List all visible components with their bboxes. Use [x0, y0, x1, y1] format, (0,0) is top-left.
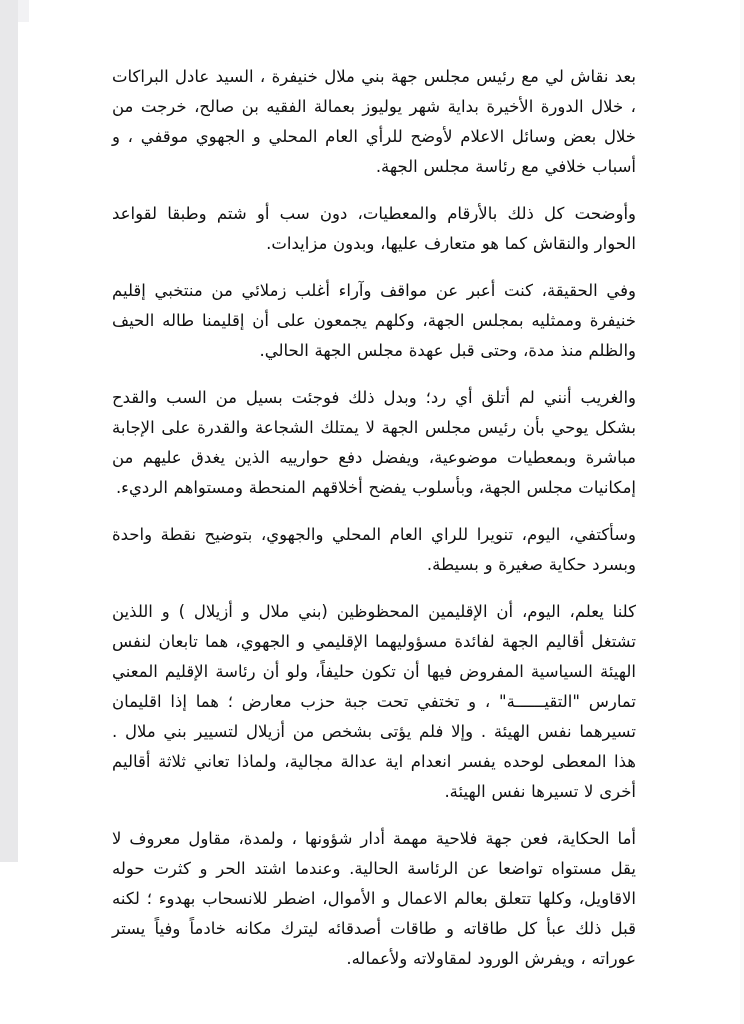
paragraph-3: وفي الحقيقة، كنت أعبر عن مواقف وآراء أغلب زملائي من منتخبي إقليم خنيفرة وممثليه بمجلس الجهة، وكلهم يجمعون على أن إقليمنا طاله الحيف والظلم منذ مدة، وحتى قبل عهدة مجلس الجهة الحالي. — [112, 281, 636, 361]
scan-left-edge — [0, 0, 18, 862]
document-body — [112, 62, 636, 974]
paragraph-7: أما الحكاية، فعن جهة فلاحية مهمة أدار شؤونها ، ولمدة، مقاول معروف لا يقل مستواه تواضعا عن الرئاسة الحالية. وعندما اشتد الحر و كثرت حوله الاقاويل، وكلها تتعلق بعالم الاعمال و الأموال، اضطر للانسحاب بهدوء ؛ لكنه قبل ذلك عبأ كل طاقاته و طاقات أصدقائه ليترك مكانه خادماً وفياً يستر عوراته ، ويفرش الورود لمقاولاته ولأعماله. — [112, 829, 636, 969]
paragraph-4: والغريب أنني لم أتلق أي رد؛ وبدل ذلك فوجئت بسيل من السب والقدح بشكل يوحي بأن رئيس مجلس الجهة لا يمتلك الشجاعة والقدرة على الإجابة مباشرة وبمعطيات موضوعية، ويفضل دفع حوارييه الذين يغدق عليهم من إمكانيات مجلس الجهة، وبأسلوب يفضح أخلاقهم المنحطة ومستواهم الرديء. — [112, 388, 636, 498]
scan-right-edge — [740, 0, 744, 1024]
paragraph-5: وسأكتفي، اليوم، تنويرا للراي العام المحلي والجهوي، بتوضيح نقطة واحدة وبسرد حكاية صغيرة و بسيطة. — [112, 525, 636, 575]
paragraph-2: وأوضحت كل ذلك بالأرقام والمعطيات، دون سب أو شتم وطبقا لقواعد الحوار والنقاش كما هو متعارف عليها، وبدون مزايدات. — [112, 204, 636, 254]
paragraph-6: كلنا يعلم، اليوم، أن الإقليمين المحظوظين (بني ملال و أزيلال ) و اللذين تشتغل أقاليم الجهة لفائدة مسؤوليهما الإقليمي و الجهوي، هما تابعان لنفس الهيئة السياسية المفروض فيها أن تكون حليفاً، ولو أن رئاسة الإقليم المعني تمارس "التقيــــــة" ، و تختفي تحت جبة حزب معارض ؛ هما إذا اقليمان تسيرهما نفس الهيئة . وإلا فلم يؤتى بشخص من أزيلال لتسيير بني ملال . هذا المعطى لوحده يفسر انعدام اية عدالة مجالية، ولماذا تعاني ثلاثة أقاليم أخرى لا تسيرها نفس الهيئة. — [112, 602, 636, 802]
scan-corner-mark — [18, 0, 29, 22]
paragraph-1: بعد نقاش لي مع رئيس مجلس جهة بني ملال خنيفرة ، السيد عادل البراكات ، خلال الدورة الأخيرة بداية شهر يوليوز بعمالة الفقيه بن صالح، خرجت من خلال بعض وسائل الاعلام لأوضح للرأي العام المحلي و الجهوي موقفي ، و أسباب خلافي مع رئاسة مجلس الجهة. — [112, 67, 636, 177]
